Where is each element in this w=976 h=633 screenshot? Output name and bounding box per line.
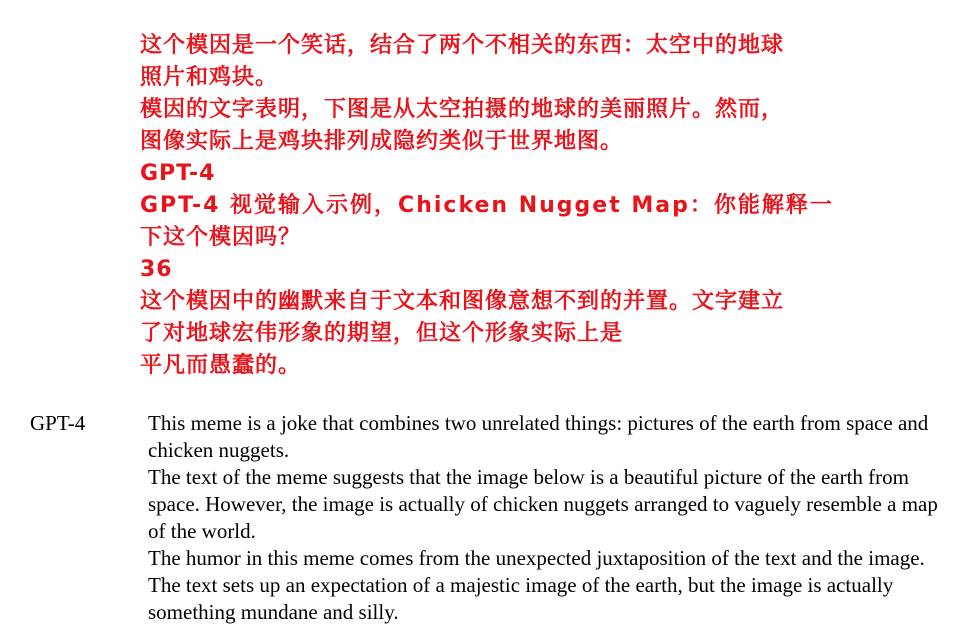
overlay-line: 36 [140, 257, 173, 282]
overlay-line: 这个模因中的幽默来自于文本和图像意想不到的并置。文字建立 [140, 289, 785, 314]
overlay-line: 这个模因是一个笑话，结合了两个不相关的东西：太空中的地球 [140, 33, 785, 58]
response-paragraph: The text of the meme suggests that the image below is a beautiful picture of the earth from space. However, the image is actually of chicken nuggets arranged to vaguely resemble a map of the world. [148, 465, 938, 543]
overlay-line: 下这个模因吗？ [140, 225, 302, 250]
overlay-line: 模因的文字表明，下图是从太空拍摄的地球的美丽照片。然而， [140, 97, 785, 122]
speaker-label: GPT-4 [30, 411, 86, 435]
overlay-line: 图像实际上是鸡块排列成隐约类似于世界地图。 [140, 129, 624, 154]
overlay-line: GPT-4 视觉输入示例，Chicken Nugget Map：你能解释一 [140, 193, 834, 218]
response-body [148, 410, 948, 626]
overlay-line: 了对地球宏伟形象的期望，但这个形象实际上是 [140, 321, 624, 346]
translation-overlay [140, 30, 940, 382]
response-paragraph: The humor in this meme comes from the unexpected juxtaposition of the text and the image. The text sets up an expectation of a majestic image of the earth, but the image is actually something mundane and silly. [148, 546, 925, 624]
overlay-line: GPT-4 [140, 161, 216, 186]
response-paragraph: This meme is a joke that combines two unrelated things: pictures of the earth from space and chicken nuggets. [148, 411, 929, 462]
overlay-line: 平凡而愚蠢的。 [140, 353, 302, 378]
overlay-line: 照片和鸡块。 [140, 65, 279, 90]
